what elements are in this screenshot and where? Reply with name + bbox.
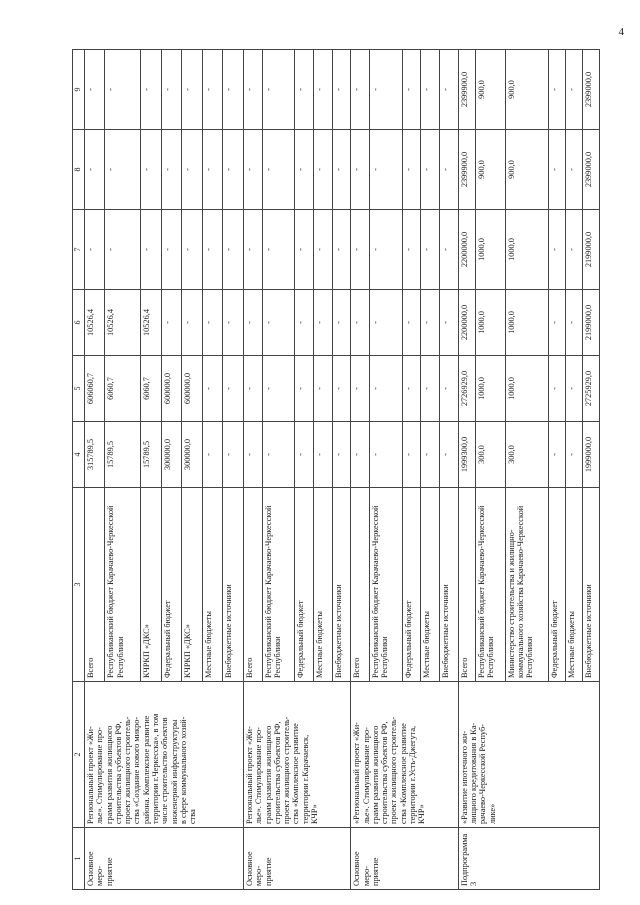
value-cell: 1000,0 (505, 210, 548, 290)
value-cell: 300000,0 (182, 422, 202, 488)
value-cell: - (105, 50, 141, 130)
value-cell: 2199000,0 (582, 290, 599, 356)
value-cell: - (105, 130, 141, 210)
value-cell: 1000,0 (505, 356, 548, 422)
funding-source-cell: Местные бюджеты (421, 488, 440, 682)
value-cell: 2399000,0 (582, 50, 599, 130)
funding-source-cell: Федеральный бюджет (295, 488, 314, 682)
value-cell: 606060,7 (85, 356, 105, 422)
value-cell: - (85, 130, 105, 210)
table-row (85, 50, 105, 890)
value-cell: - (161, 210, 181, 290)
value-cell: - (262, 422, 295, 488)
funding-source-cell: Федеральный бюджет (161, 488, 181, 682)
funding-source-cell: Республиканский бюджет Карачаево-Черкесской Республики (262, 488, 295, 682)
value-cell: 2399900,0 (458, 130, 475, 210)
value-cell: - (223, 50, 244, 130)
funding-source-cell: Внебюджетные источники (439, 488, 458, 682)
value-cell: - (548, 210, 565, 290)
value-cell: - (141, 130, 161, 210)
value-cell: - (439, 210, 458, 290)
value-cell: - (223, 290, 244, 356)
value-cell: - (351, 422, 370, 488)
table-row (244, 50, 263, 890)
value-cell: - (369, 130, 402, 210)
value-cell: - (202, 356, 222, 422)
value-cell: - (421, 356, 440, 422)
value-cell: - (565, 210, 582, 290)
funding-source-cell: Всего (458, 488, 475, 682)
value-cell: - (105, 210, 141, 290)
value-cell: - (223, 356, 244, 422)
value-cell: - (421, 290, 440, 356)
measure-type-cell: Подпрограмма 3 (458, 828, 599, 890)
value-cell: - (421, 422, 440, 488)
value-cell: 2726929,0 (458, 356, 475, 422)
value-cell: - (314, 50, 333, 130)
value-cell: - (182, 50, 202, 130)
value-cell: 15789,5 (105, 422, 141, 488)
value-cell: - (565, 130, 582, 210)
value-cell: - (332, 50, 351, 130)
value-cell: - (202, 290, 222, 356)
table-row (458, 50, 475, 890)
value-cell: - (402, 290, 421, 356)
value-cell: - (369, 290, 402, 356)
value-cell: - (548, 290, 565, 356)
value-cell: - (202, 422, 222, 488)
value-cell: 315789,5 (85, 422, 105, 488)
funding-source-cell: Всего (244, 488, 263, 682)
value-cell: 900,0 (475, 130, 505, 210)
value-cell: - (244, 210, 263, 290)
table-row (351, 50, 370, 890)
value-cell: - (351, 130, 370, 210)
value-cell: - (369, 50, 402, 130)
value-cell: - (402, 422, 421, 488)
value-cell: - (85, 210, 105, 290)
value-cell: - (332, 210, 351, 290)
value-cell: - (85, 50, 105, 130)
column-number: 3 (73, 488, 85, 682)
value-cell: - (295, 422, 314, 488)
value-cell: - (244, 50, 263, 130)
column-number: 5 (73, 356, 85, 422)
value-cell: 900,0 (505, 50, 548, 130)
value-cell: 1999000,0 (582, 422, 599, 488)
column-number: 1 (73, 828, 85, 890)
value-cell: - (369, 422, 402, 488)
value-cell: - (295, 130, 314, 210)
value-cell: 15789,5 (141, 422, 161, 488)
value-cell: - (548, 50, 565, 130)
column-number: 2 (73, 682, 85, 828)
value-cell: - (351, 356, 370, 422)
funding-source-cell: КЧРКП «ДКС» (141, 488, 161, 682)
column-number: 8 (73, 130, 85, 210)
measure-name-cell: Региональный проект «Жи- лье». Стимулирование про- грамм развития жилищного строительства субъектов РФ, проект жилищного строитель- ства «Создание нового микро- района. Комплексное развитие территории г.Черкесска», в том числе строительство объектов инженерной инфраструктуры в сфере коммунального хозяй- ства (85, 682, 244, 828)
value-cell: - (439, 130, 458, 210)
value-cell: 300000,0 (161, 422, 181, 488)
value-cell: - (548, 422, 565, 488)
value-cell: - (262, 356, 295, 422)
funding-source-cell: КЧРКП «ДКС» (182, 488, 202, 682)
value-cell: - (262, 130, 295, 210)
value-cell: - (332, 130, 351, 210)
value-cell: - (314, 356, 333, 422)
value-cell: - (262, 290, 295, 356)
page-number: 4 (618, 26, 624, 38)
value-cell: - (402, 356, 421, 422)
value-cell: - (295, 356, 314, 422)
funding-source-cell: Министерство строительства и жилищно-коммунального хозяйства Карачаево-Черкесской Республики (505, 488, 548, 682)
value-cell: - (351, 290, 370, 356)
value-cell: - (565, 290, 582, 356)
value-cell: - (182, 290, 202, 356)
funding-source-cell: Внебюджетные источники (332, 488, 351, 682)
measure-name-cell: «Региональный проект «Жи- лье». Стимулирование про- грамм развития жилищного строительства субъектов РФ, проект жилищного строитель- ства «Комплексное развитие территории г.Усть-Джегута, КЧР» (351, 682, 458, 828)
funding-source-cell: Внебюджетные источники (223, 488, 244, 682)
value-cell: 2399000,0 (582, 130, 599, 210)
value-cell: - (262, 210, 295, 290)
funding-source-cell: Республиканский бюджет Карачаево-Черкесской Республики (105, 488, 141, 682)
value-cell: - (161, 290, 181, 356)
value-cell: - (421, 50, 440, 130)
funding-source-cell: Местные бюджеты (202, 488, 222, 682)
value-cell: - (351, 50, 370, 130)
value-cell: 300,0 (505, 422, 548, 488)
value-cell: - (421, 210, 440, 290)
measure-type-cell: Основное меро- приятие (244, 828, 351, 890)
value-cell: 2200000,0 (458, 290, 475, 356)
value-cell: - (565, 50, 582, 130)
value-cell: - (314, 422, 333, 488)
value-cell: - (182, 130, 202, 210)
value-cell: - (548, 356, 565, 422)
value-cell: 900,0 (505, 130, 548, 210)
value-cell: - (202, 130, 222, 210)
value-cell: 1999300,0 (458, 422, 475, 488)
funding-source-cell: Местные бюджеты (565, 488, 582, 682)
value-cell: - (161, 50, 181, 130)
value-cell: - (314, 130, 333, 210)
funding-source-cell: Всего (351, 488, 370, 682)
value-cell: 600000,0 (161, 356, 181, 422)
column-number: 6 (73, 290, 85, 356)
funding-source-cell: Внебюджетные источники (582, 488, 599, 682)
value-cell: 6060,7 (141, 356, 161, 422)
value-cell: 10526,4 (105, 290, 141, 356)
value-cell: - (202, 210, 222, 290)
value-cell: - (141, 50, 161, 130)
value-cell: - (421, 130, 440, 210)
funding-source-cell: Республиканский бюджет Карачаево-Черкесской Республики (369, 488, 402, 682)
value-cell: 900,0 (475, 50, 505, 130)
column-number: 7 (73, 210, 85, 290)
value-cell: - (332, 422, 351, 488)
funding-source-cell: Федеральный бюджет (548, 488, 565, 682)
value-cell: 2725929,0 (582, 356, 599, 422)
value-cell: 2199000,0 (582, 210, 599, 290)
value-cell: - (223, 422, 244, 488)
value-cell: - (182, 210, 202, 290)
value-cell: - (565, 356, 582, 422)
funding-source-cell: Всего (85, 488, 105, 682)
value-cell: 6060,7 (105, 356, 141, 422)
value-cell: 1000,0 (475, 290, 505, 356)
column-number-row (73, 50, 85, 890)
value-cell: - (202, 50, 222, 130)
value-cell: - (244, 290, 263, 356)
value-cell: 2399900,0 (458, 50, 475, 130)
value-cell: 1000,0 (505, 290, 548, 356)
value-cell: - (565, 422, 582, 488)
value-cell: 300,0 (475, 422, 505, 488)
value-cell: - (369, 210, 402, 290)
value-cell: - (295, 210, 314, 290)
value-cell: - (223, 210, 244, 290)
value-cell: - (351, 210, 370, 290)
funding-source-cell: Федеральный бюджет (402, 488, 421, 682)
value-cell: - (332, 356, 351, 422)
value-cell: - (244, 356, 263, 422)
value-cell: 10526,4 (85, 290, 105, 356)
funding-source-cell: Республиканский бюджет Карачаево-Черкесской Республики (475, 488, 505, 682)
value-cell: - (439, 50, 458, 130)
value-cell: - (244, 130, 263, 210)
value-cell: 1000,0 (475, 356, 505, 422)
budget-table (72, 49, 600, 890)
funding-source-cell: Местные бюджеты (314, 488, 333, 682)
value-cell: 600000,0 (182, 356, 202, 422)
value-cell: - (262, 50, 295, 130)
measure-name-cell: «Развитие ипотечного жи- лищного кредитования в Ка- рачаево-Черкесской Респуб- лике» (458, 682, 599, 828)
column-number: 4 (73, 422, 85, 488)
value-cell: - (402, 210, 421, 290)
value-cell: - (314, 290, 333, 356)
measure-type-cell: Основное меро- приятие (85, 828, 244, 890)
value-cell: - (314, 210, 333, 290)
measure-type-cell: Основное меро- приятие (351, 828, 458, 890)
column-number: 9 (73, 50, 85, 130)
value-cell: - (244, 422, 263, 488)
value-cell: - (402, 130, 421, 210)
value-cell: - (161, 130, 181, 210)
value-cell: - (439, 356, 458, 422)
value-cell: - (402, 50, 421, 130)
value-cell: - (295, 50, 314, 130)
table-body (73, 50, 600, 890)
value-cell: - (548, 130, 565, 210)
value-cell: 10526,4 (141, 290, 161, 356)
measure-name-cell: Региональный проект «Жи- лье». Стимулирование про- грамм развития жилищного строительства субъектов РФ, проект жилищного строитель- ства «Комплексное развитие территории г.Карачаевск, КЧР» (244, 682, 351, 828)
value-cell: - (439, 422, 458, 488)
value-cell: - (439, 290, 458, 356)
value-cell: - (295, 290, 314, 356)
value-cell: - (223, 130, 244, 210)
value-cell: - (369, 356, 402, 422)
value-cell: - (141, 210, 161, 290)
value-cell: 2200000,0 (458, 210, 475, 290)
value-cell: 1000,0 (475, 210, 505, 290)
value-cell: - (332, 290, 351, 356)
